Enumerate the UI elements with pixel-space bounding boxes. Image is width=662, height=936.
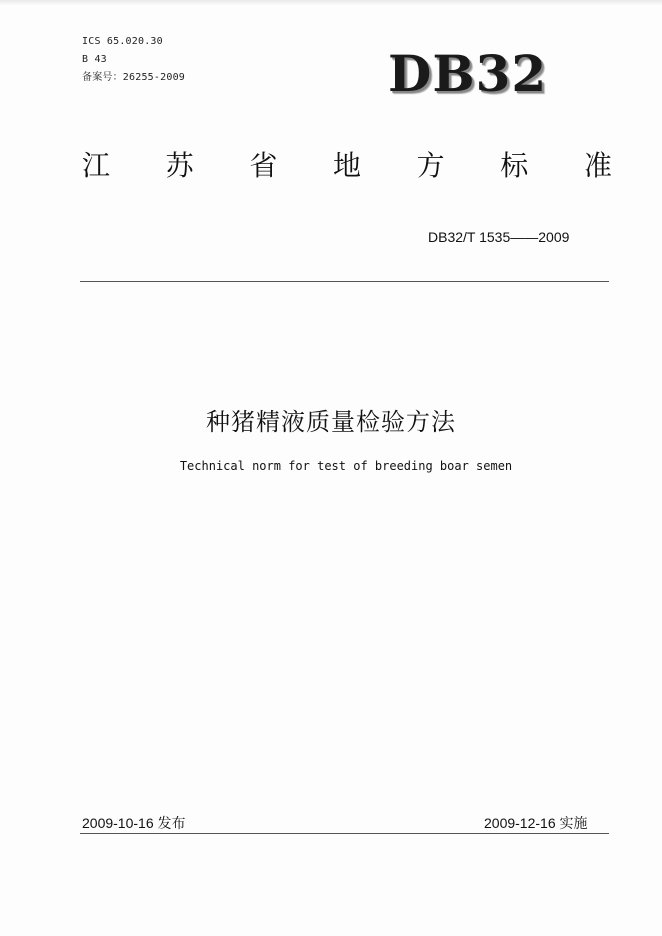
heading-char: 地 (332, 149, 361, 182)
classification-code: B 43 (82, 54, 107, 65)
record-number: 备案号：26255-2009 (82, 72, 186, 83)
db32-logo: DB32 (388, 44, 548, 103)
heading-char: 江 (82, 149, 111, 182)
ics-code: ICS 65.020.30 (82, 36, 163, 47)
implement-date: 2009-12-16 实施 (484, 815, 588, 831)
document-title-chinese: 种猪精液质量检验方法 (206, 408, 456, 436)
heading-char: 准 (583, 149, 612, 182)
standard-number: DB32/T 1535——2009 (428, 229, 570, 245)
heading-char: 方 (416, 149, 445, 182)
top-divider (80, 281, 609, 282)
heading-char: 苏 (165, 149, 194, 182)
document-title-english: Technical norm for test of breeding boar semen (179, 459, 513, 473)
heading-char: 标 (500, 149, 529, 182)
heading-char: 省 (249, 149, 278, 182)
standard-type-heading (82, 146, 612, 186)
issue-date: 2009-10-16 发布 (82, 815, 186, 831)
scan-top-edge (0, 0, 662, 6)
bottom-divider (80, 833, 609, 834)
